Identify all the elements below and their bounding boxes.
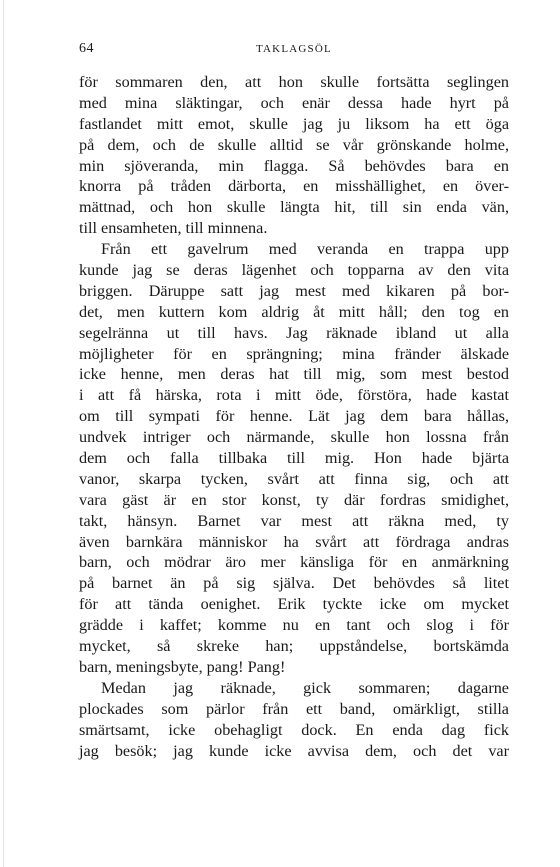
text-line: jag besök; jag kunde icke avvisa dem, och det var	[79, 741, 509, 760]
text-line: takt, hänsyn. Barnet var mest att räkna med, ty	[79, 511, 509, 530]
paragraph-start-line: Från ett gavelrum med veranda en trappa upp	[101, 240, 509, 259]
text-line: smärtsamt, icke obehagligt dock. En enda dag fick	[79, 720, 509, 739]
text-line: briggen. Däruppe satt jag mest med kikaren på bor-	[79, 281, 509, 300]
body-text	[79, 72, 509, 761]
text-line: dem och falla tillbaka till mig. Hon hade bjärta	[79, 449, 509, 468]
text-line: plockades som pärlor från ett band, omärkligt, stilla	[79, 699, 509, 718]
text-line: möjligheter för en sprängning; mina fränder älskade	[79, 344, 509, 363]
text-line: på barnet än på sig själva. Det behövdes så litet	[79, 574, 509, 593]
text-line: på dem, och de skulle alltid se vår grönskande holme,	[79, 135, 509, 154]
text-line: undvek intriger och närmande, skulle hon lossna från	[79, 428, 509, 447]
text-line: icke henne, men deras hat till mig, som mest bestod	[79, 365, 509, 384]
text-line: vanor, skarpa tycken, svårt att finna sig, och att	[79, 469, 509, 488]
page-header	[79, 41, 509, 59]
paragraph-start-line: Medan jag räknade, gick sommaren; dagarne	[101, 678, 509, 697]
text-line: mättnad, och hon skulle längta hit, till sin enda vän,	[79, 198, 509, 217]
running-head: TAKLAGSÖL	[256, 43, 332, 55]
text-line: om till sympati för henne. Lät jag dem bara hållas,	[79, 407, 509, 426]
text-line: knorra på tråden därborta, en misshällighet, en över-	[79, 177, 509, 196]
text-line: fastlandet mitt emot, skulle jag ju liksom ha ett öga	[79, 114, 509, 133]
text-line: med mina släktingar, och enär dessa hade hyrt på	[79, 93, 509, 112]
text-line: kunde jag se deras lägenhet och topparna av den vita	[79, 261, 509, 280]
text-line: till ensamheten, till minnena.	[79, 219, 268, 238]
text-line: min sjöveranda, min flagga. Så behövdes bara en	[79, 156, 509, 175]
page-edge-line	[3, 0, 4, 867]
text-line: i att få härska, rota i mitt öde, förstöra, hade kastat	[79, 386, 509, 405]
text-line: även barnkära människor ha svårt att fördraga andras	[79, 532, 509, 551]
text-line: för att tända oenighet. Erik tyckte icke om mycket	[79, 595, 509, 614]
page-number: 64	[79, 41, 94, 56]
text-line: det, men kuttern kom aldrig åt mitt håll; den tog en	[79, 302, 509, 321]
text-line: segelränna ut till havs. Jag räknade ibland ut alla	[79, 323, 509, 342]
text-line: för sommaren den, att hon skulle fortsätta seglingen	[79, 73, 509, 91]
text-line: mycket, så skreke han; uppståndelse, bortskämda	[79, 637, 509, 656]
text-line: barn, och mödrar äro mer känsliga för en anmärkning	[79, 553, 509, 572]
text-line: grädde i kaffet; komme nu en tant och slog i för	[79, 616, 509, 635]
text-line: barn, meningsbyte, pang! Pang!	[79, 657, 286, 676]
text-line: vara gäst är en stor konst, ty där fordras smidighet,	[79, 490, 509, 509]
